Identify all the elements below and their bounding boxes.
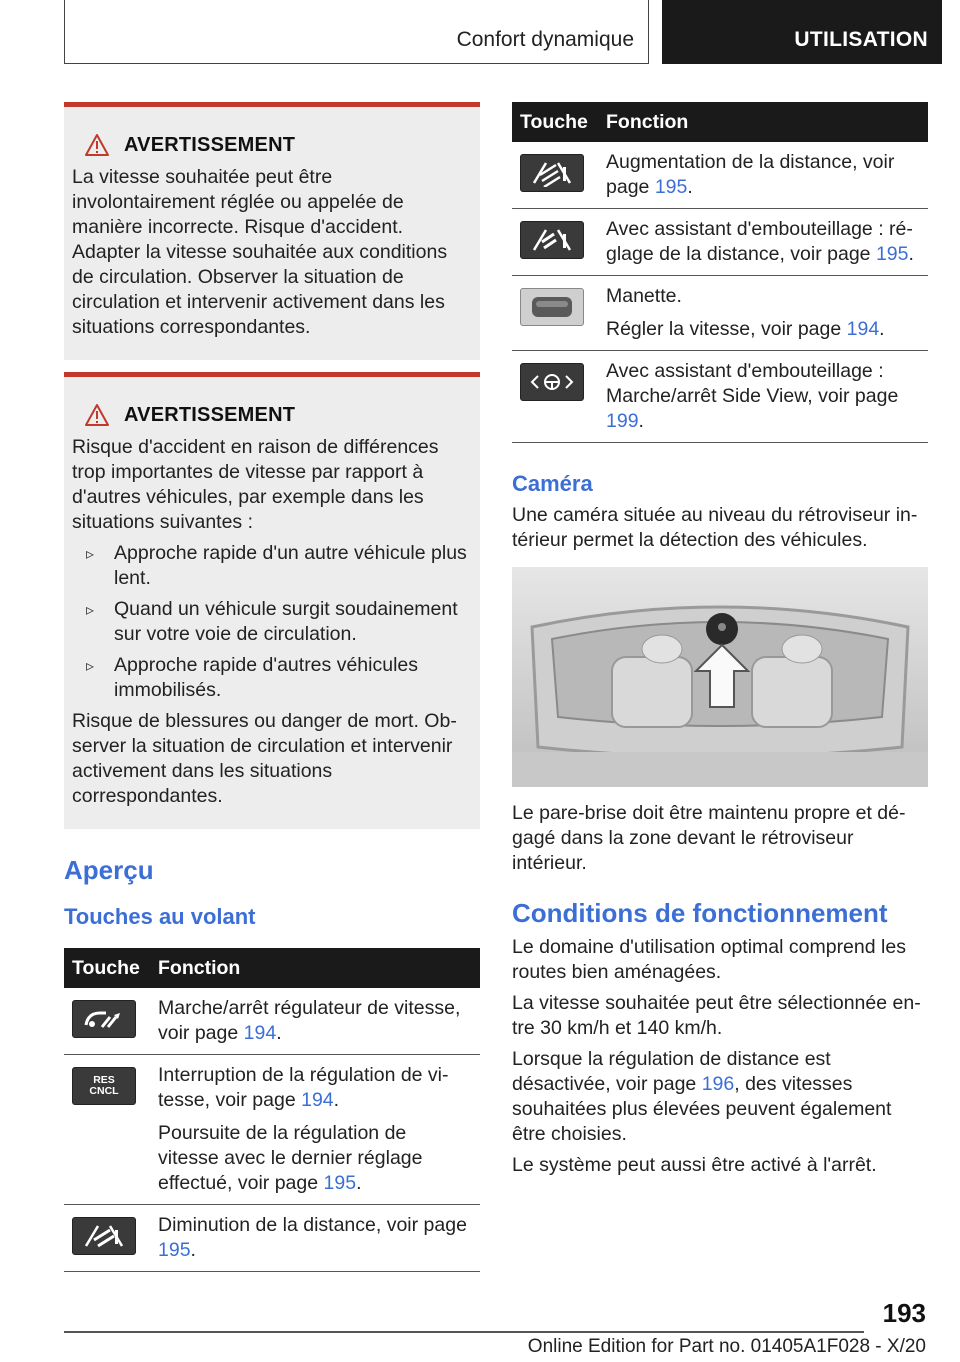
section-title: Confort dynamique	[456, 28, 634, 51]
list-item: ▹ Approche rapide d'un autre véhicule plus lent.	[86, 541, 472, 591]
table-row: Avec assistant d'embouteillage : réglage de la distance, voir page 195.	[512, 209, 928, 276]
table-row: Augmentation de la distance, voir page 195.	[512, 142, 928, 209]
chapter-tab	[662, 0, 942, 64]
page-link[interactable]: 199	[606, 410, 639, 432]
chapter-title: UTILISATION	[794, 28, 928, 51]
side-view-icon	[520, 363, 584, 401]
table-row: Marche/arrêt régulateur de vitesse, voir page 194.	[64, 988, 480, 1055]
page-link[interactable]: 196	[701, 1073, 735, 1095]
column-header-function: Fonction	[598, 102, 928, 142]
warning-intro-2: Risque d'accident en raison de différences trop importantes de vitesse par rapport à d'autres véhicules, par exemple dans les situations suivantes :	[72, 436, 439, 533]
header-section-box	[64, 0, 649, 64]
warning-box-2	[64, 372, 480, 829]
page-link[interactable]: 195	[158, 1239, 191, 1261]
overview-heading: Aperçu	[64, 855, 154, 885]
left-column	[64, 102, 480, 1272]
warning-outro-2: Risque de blessures ou danger de mort. Observer la situation de circulation et intervenir activement dans les situations correspondantes.	[72, 710, 457, 807]
distance-increase-icon	[520, 154, 584, 192]
warning-text-1: La vitesse souhaitée peut être involontairement réglée ou appelée de manière incorrecte. Risque d'accident. Adapter la vitesse souhaitée aux conditions de circulation. Observer la situation de circulation et intervenir activement dans les situations correspondantes.	[72, 166, 448, 338]
steering-buttons-heading: Touches au volant	[64, 904, 256, 929]
conditions-text-1: Le domaine d'utilisation optimal comprend les routes bien aménagées.	[512, 936, 906, 983]
distance-decrease-icon	[72, 1217, 136, 1255]
table-row: Manette. Régler la vitesse, voir page 194.	[512, 276, 928, 351]
steering-buttons-table	[64, 948, 480, 1272]
steering-buttons-table-continued	[512, 102, 928, 443]
page-link[interactable]: 194	[846, 318, 880, 340]
windshield-camera-image	[512, 567, 928, 787]
page-link[interactable]: 194	[243, 1022, 277, 1044]
page-link[interactable]: 194	[301, 1089, 334, 1111]
conditions-text-3: Lorsque la régulation de distance est désactivée, voir page 196, des vitesses souhaitées plus élevées peuvent également être choisies.	[512, 1048, 892, 1145]
warning-box-1	[64, 102, 480, 360]
warning-list	[86, 541, 472, 703]
camera-text: Une caméra située au niveau du rétroviseur intérieur permet la détection des véhicules.	[512, 504, 918, 551]
conditions-text-2: La vitesse souhaitée peut être sélectionnée entre 30 km/h et 140 km/h.	[512, 992, 921, 1039]
column-header-key: Touche	[64, 948, 150, 988]
table-row: Diminution de la distance, voir page 195.	[64, 1205, 480, 1272]
list-item: ▹ Approche rapide d'autres véhicules immobilisés.	[86, 653, 472, 703]
traffic-jam-assist-icon	[520, 221, 584, 259]
page-link[interactable]: 195	[654, 176, 688, 198]
conditions-text-4: Le système peut aussi être activé à l'arrêt.	[512, 1154, 877, 1176]
column-header-key: Touche	[512, 102, 598, 142]
table-row: Avec assistant d'embouteillage : Marche/arrêt Side View, voir page 199.	[512, 351, 928, 443]
cruise-control-icon	[72, 1000, 136, 1038]
page-number: 193	[882, 1298, 926, 1328]
list-item: ▹ Quand un véhicule surgit soudainement sur votre voie de circulation.	[86, 597, 472, 647]
page-link[interactable]: 195	[323, 1172, 357, 1194]
camera-heading: Caméra	[512, 471, 593, 496]
rocker-switch-icon	[520, 288, 584, 326]
warning-triangle-icon	[84, 403, 110, 427]
camera-cleaning-text: Le pare-brise doit être maintenu propre et dégagé dans la zone devant le rétroviseur intérieur.	[512, 802, 906, 874]
conditions-heading: Conditions de fonctionnement	[512, 898, 888, 928]
column-header-function: Fonction	[150, 948, 480, 988]
page-link[interactable]: 195	[875, 243, 909, 265]
table-row: RES CNCL Interruption de la régulation de vitesse, voir page 194. Poursuite de la régulation de vitesse avec le dernier réglage effectué, voir page 195.	[64, 1055, 480, 1205]
footer-divider	[64, 1331, 864, 1333]
right-column	[512, 102, 928, 1178]
res-cncl-icon: RES CNCL	[72, 1067, 136, 1105]
warning-title-2: AVERTISSEMENT	[72, 403, 472, 427]
warning-title-1: AVERTISSEMENT	[72, 133, 472, 157]
warning-triangle-icon	[84, 133, 110, 157]
footer-edition: Online Edition for Part no. 01405A1F028 - X/20	[527, 1336, 926, 1357]
